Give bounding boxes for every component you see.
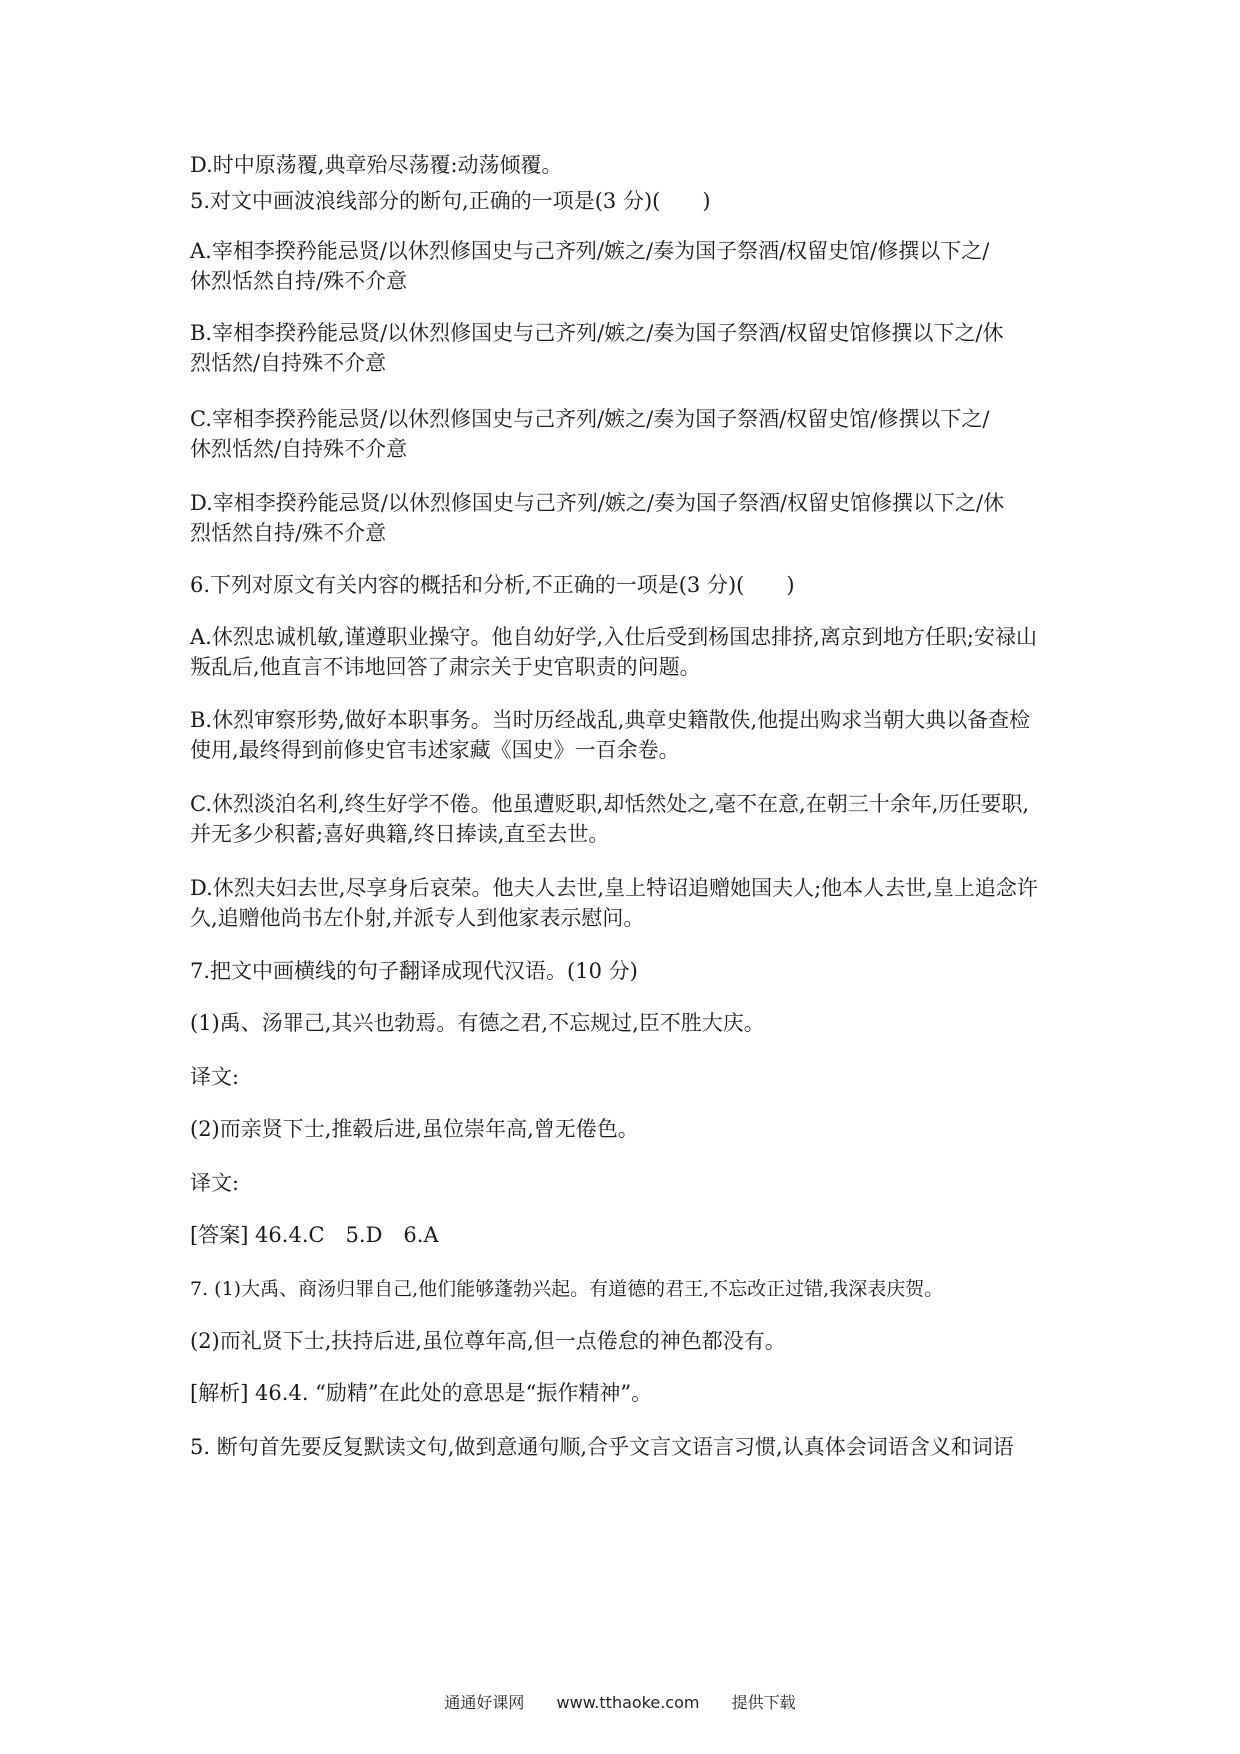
translation-label-2: 译文: — [190, 1171, 240, 1195]
answer-key: [答案] 46.4.C 5.D 6.A — [190, 1223, 439, 1247]
q7-sentence-1: (1)禹、汤罪己,其兴也勃焉。有德之君,不忘规过,臣不胜大庆。 — [190, 1011, 765, 1035]
translation-label-1: 译文: — [190, 1065, 240, 1089]
answer-7-1: 7. (1)大禹、商汤归罪自己,他们能够蓬勃兴起。有道德的君王,不忘改正过错,我深表庆贺。 — [190, 1278, 944, 1300]
q6-option-c-line1: C.休烈淡泊名利,终生好学不倦。他虽遭贬职,却恬然处之,毫不在意,在朝三十余年,历任要职, — [190, 792, 1030, 816]
page-footer — [0, 1690, 1240, 1713]
analysis-46-4: [解析] 46.4. “励精”在此处的意思是“振作精神”。 — [190, 1381, 653, 1405]
question-7-stem: 7.把文中画横线的句子翻译成现代汉语。(10 分) — [190, 959, 638, 983]
q6-option-b-line2: 使用,最终得到前修史官韦述家藏《国史》一百余卷。 — [190, 738, 680, 762]
q6-option-d-line2: 久,追赠他尚书左仆射,并派专人到他家表示慰问。 — [190, 906, 645, 930]
footer-site-name: 通通好课网 — [444, 1693, 525, 1712]
question-6-stem: 6.下列对原文有关内容的概括和分析,不正确的一项是(3 分)( ) — [190, 573, 795, 597]
footer-url[interactable]: www.tthaoke.com — [556, 1693, 700, 1712]
q6-option-c-line2: 并无多少积蓄;喜好典籍,终日捧读,直至去世。 — [190, 822, 610, 846]
q5-option-b-line2: 烈恬然/自持殊不介意 — [190, 351, 387, 375]
q6-option-b-line1: B.休烈审察形势,做好本职事务。当时历经战乱,典章史籍散佚,他提出购求当朝大典以备查检 — [190, 708, 1031, 732]
q6-option-a-line1: A.休烈忠诚机敏,谨遵职业操守。他自幼好学,入仕后受到杨国忠排挤,离京到地方任职;安禄山 — [190, 625, 1037, 649]
q5-option-a-line1: A.宰相李揆矜能忌贤/以休烈修国史与己齐列/嫉之/奏为国子祭酒/权留史馆/修撰以下之/ — [190, 239, 990, 263]
analysis-5: 5. 断句首先要反复默读文句,做到意通句顺,合乎文言文语言习惯,认真体会词语含义和词语 — [190, 1435, 1014, 1459]
q6-option-d-line1: D.休烈夫妇去世,尽享身后哀荣。他夫人去世,皇上特诏追赠她国夫人;他本人去世,皇上追念许 — [190, 876, 1038, 900]
q5-option-c-line1: C.宰相李揆矜能忌贤/以休烈修国史与己齐列/嫉之/奏为国子祭酒/权留史馆/修撰以下之/ — [190, 407, 990, 431]
q5-option-d-line2: 烈恬然自持/殊不介意 — [190, 521, 387, 545]
q5-option-a-line2: 休烈恬然自持/殊不介意 — [190, 269, 408, 293]
q5-option-d-line1: D.宰相李揆矜能忌贤/以休烈修国史与己齐列/嫉之/奏为国子祭酒/权留史馆修撰以下之/休 — [190, 491, 1005, 515]
answer-7-2: (2)而礼贤下士,扶持后进,虽位尊年高,但一点倦怠的神色都没有。 — [190, 1329, 786, 1353]
question-5-stem: 5.对文中画波浪线部分的断句,正确的一项是(3 分)( ) — [190, 189, 711, 213]
footer-note: 提供下载 — [731, 1693, 796, 1712]
option-d-q4: D.时中原荡覆,典章殆尽荡覆:动荡倾覆。 — [190, 153, 563, 177]
q6-option-a-line2: 叛乱后,他直言不讳地回答了肃宗关于史官职责的问题。 — [190, 655, 701, 679]
q5-option-c-line2: 休烈恬然/自持殊不介意 — [190, 437, 408, 461]
q7-sentence-2: (2)而亲贤下士,推毂后进,虽位崇年高,曾无倦色。 — [190, 1117, 639, 1141]
q5-option-b-line1: B.宰相李揆矜能忌贤/以休烈修国史与己齐列/嫉之/奏为国子祭酒/权留史馆修撰以下之/休 — [190, 321, 1004, 345]
